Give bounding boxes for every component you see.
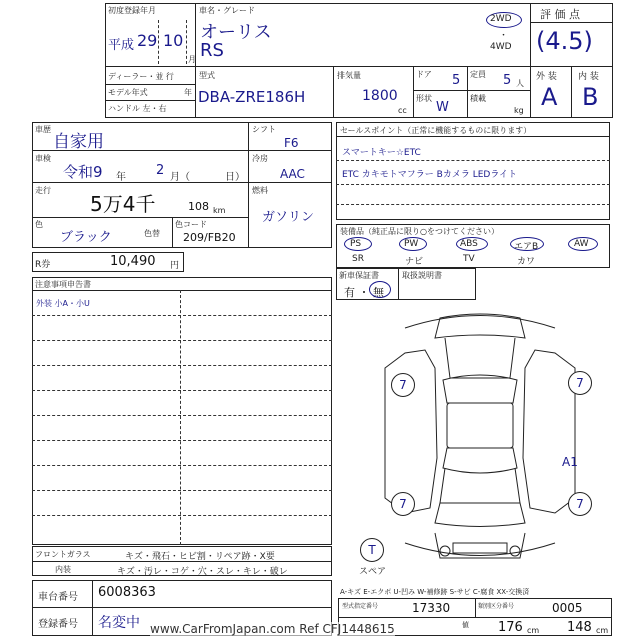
- color-value: ブラック: [60, 230, 112, 245]
- chassis-label: 車台番号: [38, 592, 78, 603]
- aircon-value: AAC: [280, 167, 305, 181]
- height-unit: cm: [596, 626, 609, 635]
- divider: [338, 617, 612, 618]
- drive-dot: ・: [499, 31, 509, 41]
- length-value: 176: [498, 620, 523, 635]
- divider: [172, 217, 173, 248]
- val-label: 値: [462, 621, 469, 629]
- km-unit: km: [213, 206, 226, 215]
- divider: [467, 66, 468, 118]
- divider: [180, 290, 181, 545]
- damage-mark-rear-right: 7: [568, 492, 592, 516]
- inspect-era: 令和9: [63, 163, 103, 181]
- warranty-circle: [369, 281, 391, 298]
- manual-label: 取扱説明書: [402, 271, 442, 280]
- spare-tire-mark: T: [360, 538, 384, 562]
- height-value: 148: [567, 620, 592, 635]
- divider: [32, 290, 332, 291]
- inspect-month: 2: [156, 163, 165, 178]
- recycle-label: R券: [35, 260, 51, 270]
- disp-label: 排気量: [337, 71, 361, 80]
- score-label: 評 価 点: [540, 8, 580, 21]
- shape-label: 形状: [416, 94, 432, 103]
- handle-label: ハンドル 左・右: [108, 104, 167, 113]
- recycle-value: 10,490: [110, 254, 156, 269]
- equip-tv: TV: [463, 254, 475, 264]
- divider: [186, 20, 187, 64]
- class-label: 類別区分番号: [478, 603, 515, 610]
- divider: [333, 66, 334, 118]
- interior-label: 内装: [55, 565, 71, 574]
- recycle-block: [32, 252, 184, 272]
- equip-navi: ナビ: [405, 257, 424, 267]
- front-glass-text: キズ・飛石・ヒビ割・リペア跡・X要: [125, 552, 275, 562]
- car-grade: RS: [200, 40, 224, 61]
- recycle-unit: 円: [170, 261, 180, 271]
- equip-label: 装備品（純正品に限り○をつけてください）: [340, 227, 499, 236]
- divider: [32, 182, 248, 183]
- model-year-label: モデル年式: [108, 88, 148, 97]
- watermark: www.CarFromJapan.com Ref CFJ1448615: [150, 622, 395, 636]
- divider: [398, 268, 399, 300]
- color-code-value: 209/FB20: [183, 231, 236, 244]
- notes-block: [32, 277, 332, 545]
- fuel-label: 燃料: [252, 186, 268, 195]
- divider: [32, 490, 332, 491]
- divider: [32, 515, 332, 516]
- reg-era: 平成: [108, 38, 135, 53]
- divider: [105, 84, 195, 85]
- class-value: 0005: [552, 601, 583, 615]
- equip-abs: ABS: [460, 239, 478, 249]
- divider: [32, 415, 332, 416]
- spare-label: スペア: [359, 567, 387, 577]
- equip-airbag: エアB: [514, 242, 539, 252]
- drive-2wd: 2WD: [490, 14, 512, 24]
- chassis-value: 6008363: [98, 585, 156, 600]
- front-glass-label: フロントガラス: [35, 550, 91, 559]
- mileage-value: 5万4千: [90, 192, 156, 216]
- car-name: オーリス: [200, 22, 272, 43]
- equip-aw: AW: [574, 239, 589, 249]
- length-unit: cm: [527, 626, 540, 635]
- fuel-value: ガソリン: [262, 210, 315, 225]
- divider: [32, 217, 248, 218]
- notes-label: 注意事項申告書: [35, 280, 91, 289]
- drive-4wd: 4WD: [490, 42, 512, 52]
- divider: [530, 22, 613, 23]
- divider: [92, 580, 93, 636]
- divider: [32, 465, 332, 466]
- regnum-label: 登録番号: [38, 619, 78, 630]
- type-label: 型式: [199, 71, 215, 80]
- inspect-label: 車検: [35, 154, 51, 163]
- cc-unit: cc: [398, 106, 407, 115]
- shift-label: シフト: [252, 125, 276, 134]
- divider: [530, 3, 531, 118]
- aircon-label: 冷房: [252, 154, 268, 163]
- shape-value: W: [436, 100, 449, 115]
- divider: [248, 182, 332, 183]
- cap-value: 5: [503, 73, 512, 88]
- warranty-label: 新車保証書: [339, 271, 379, 280]
- type-spec-value: 17330: [412, 601, 451, 615]
- divider: [336, 136, 610, 137]
- sales-label: セールスポイント（正常に機能するものに限ります）: [340, 126, 532, 135]
- divider: [32, 390, 332, 391]
- color-code-label: 色コード: [175, 220, 207, 229]
- ext-grade: A: [541, 83, 558, 111]
- divider: [158, 20, 159, 64]
- divider: [336, 184, 610, 185]
- load-label: 積載: [470, 94, 486, 103]
- int-label: 内 装: [578, 72, 599, 82]
- divider: [248, 122, 249, 248]
- inspect-year-unit: 年: [116, 172, 126, 183]
- divider: [336, 204, 610, 205]
- divider: [105, 100, 195, 101]
- mileage-label: 走行: [35, 186, 51, 195]
- type-spec-label: 型式指定番号: [342, 603, 379, 610]
- damage-mark-front-right: 7: [568, 371, 592, 395]
- warranty-value: 有 ・ 無: [344, 286, 384, 299]
- kg-unit: kg: [514, 106, 524, 115]
- dealer-label: ディーラー・並 行: [108, 72, 174, 81]
- divider: [248, 150, 332, 151]
- legend-text: A-キズ E-エクボ U-凹み W-補修跡 S-サビ C-腐食 XX-交換済: [340, 588, 530, 596]
- damage-a1: A1: [562, 455, 578, 469]
- car-diagram: [345, 308, 615, 586]
- model-year-unit: 年: [184, 88, 192, 97]
- reg-year: 29: [137, 31, 158, 50]
- cap-label: 定員: [470, 70, 486, 79]
- disp-value: 1800: [362, 88, 398, 104]
- door-label: ドア: [416, 70, 432, 79]
- divider: [32, 340, 332, 341]
- int-grade: B: [582, 83, 599, 111]
- divider: [413, 90, 530, 91]
- ext-label: 外 装: [536, 72, 557, 82]
- divider: [336, 160, 610, 161]
- cap-unit: 人: [516, 79, 524, 88]
- door-value: 5: [452, 73, 461, 88]
- inspect-month-unit: 月（: [170, 172, 190, 183]
- divider: [32, 440, 332, 441]
- score-value: (4.5): [536, 27, 593, 55]
- inspect-day-unit: 日）: [225, 172, 245, 183]
- equip-ps: PS: [350, 239, 362, 249]
- notes-line1: 外装 小A・小U: [36, 299, 90, 308]
- sales-line2: ETC カキモトマフラー Bカメラ LEDライト: [342, 170, 518, 180]
- mileage-small: 108: [188, 200, 209, 213]
- color-change-label: 色替: [144, 229, 160, 238]
- type-value: DBA-ZRE186H: [198, 88, 306, 106]
- equip-pw: PW: [404, 239, 419, 249]
- reg-month: 10: [163, 31, 184, 50]
- shift-value: F6: [284, 136, 299, 150]
- kind-value: 自家用: [53, 132, 104, 152]
- damage-mark-front-left: 7: [391, 373, 415, 397]
- regnum-value: 名変中: [98, 615, 140, 631]
- divider: [32, 365, 332, 366]
- divider: [475, 598, 476, 617]
- month-unit: 月: [188, 55, 196, 64]
- equip-leather: カワ: [517, 257, 536, 267]
- car-name-label: 車名・グレード: [199, 6, 255, 15]
- divider: [571, 66, 572, 118]
- divider: [32, 607, 332, 608]
- sales-line1: スマートキー☆ETC: [342, 148, 421, 158]
- divider: [32, 315, 332, 316]
- interior-text: キズ・汚レ・コゲ・穴・スレ・キレ・破レ: [117, 567, 288, 577]
- damage-mark-rear-left: 7: [391, 492, 415, 516]
- kind-label: 車歴: [35, 125, 51, 134]
- equip-sr: SR: [352, 254, 364, 264]
- divider: [413, 66, 414, 118]
- color-label: 色: [35, 220, 43, 229]
- first-reg-label: 初度登録年月: [108, 6, 156, 15]
